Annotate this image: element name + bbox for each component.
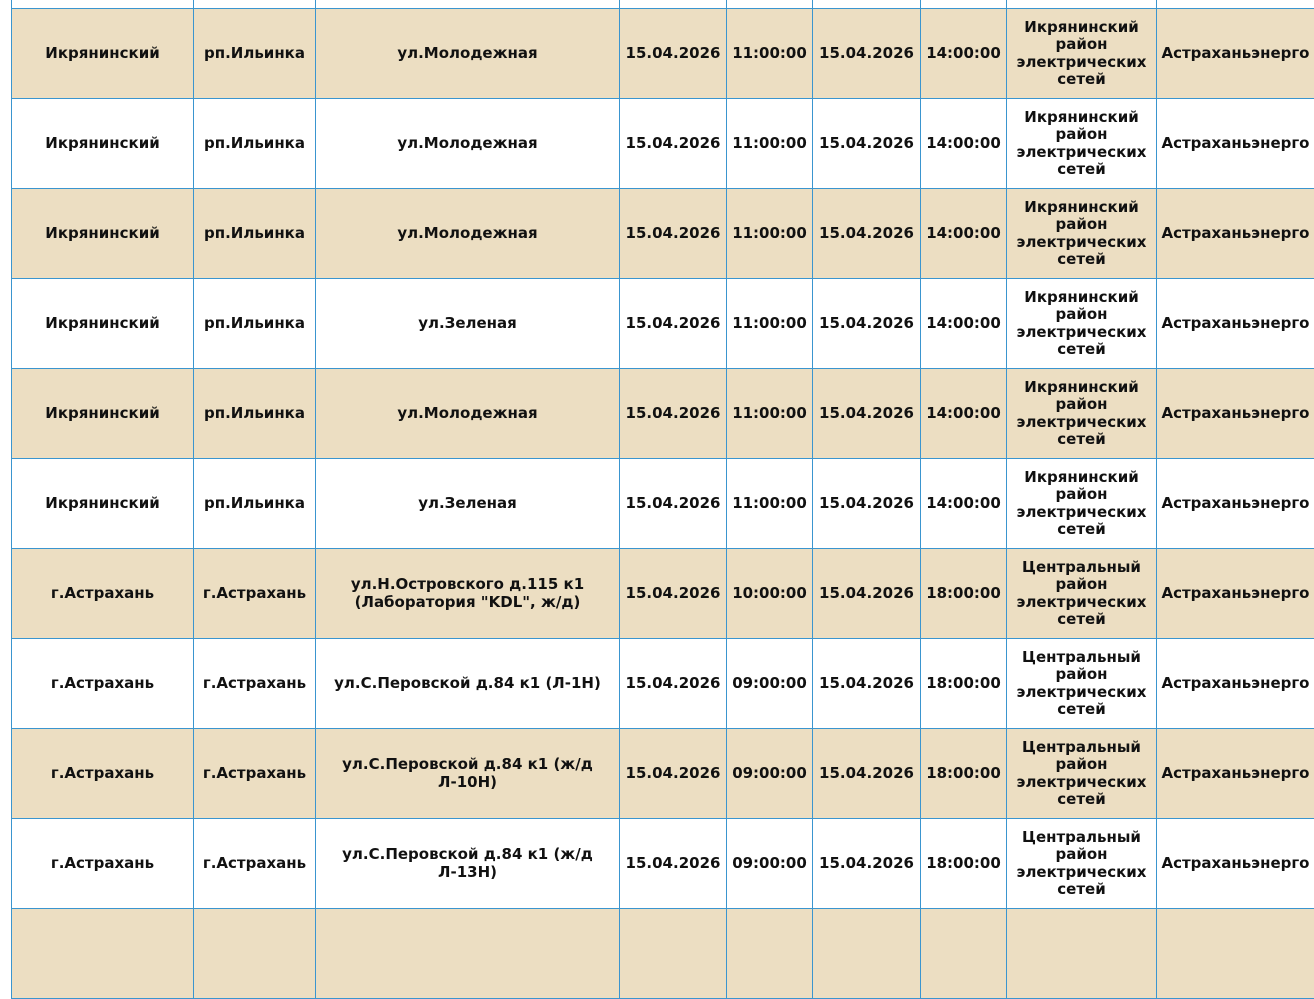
table-row [12, 279, 1314, 369]
cell-settlement: рп.Ильинка [194, 189, 316, 279]
cell-settlement: г.Астрахань [194, 549, 316, 639]
cell-district [12, 909, 194, 999]
cell-start-time: 09:00:00 [727, 729, 813, 819]
cell-network-district: Икрянинский район электрических сетей [1007, 459, 1157, 549]
cell-settlement: г.Астрахань [194, 729, 316, 819]
cell-network-district: Икрянинский район электрических сетей [1007, 99, 1157, 189]
cell-network-district: Икрянинский район электрических сетей [1007, 9, 1157, 99]
cell-district: г.Астрахань [12, 819, 194, 909]
cell-settlement: г.Астрахань [194, 639, 316, 729]
cell-end-date [813, 909, 921, 999]
cell-settlement: рп.Ильинка [194, 369, 316, 459]
cell-district: г.Астрахань [12, 729, 194, 819]
outage-table-body [12, 0, 1314, 999]
cell-start-time: 11:00:00 [727, 9, 813, 99]
cell-organization: Астраханьэнерго [1157, 189, 1314, 279]
cell-end-time: 14:00:00 [921, 279, 1007, 369]
cell-start-date: 15.04.2026 [620, 819, 727, 909]
cell-district: Икрянинский [12, 189, 194, 279]
cell-start-date: 15.04.2026 [620, 279, 727, 369]
cell-end-date: 15.04.2026 [813, 819, 921, 909]
cell-start-time: 10:00:00 [727, 549, 813, 639]
cell-start-time: 09:00:00 [727, 819, 813, 909]
table-row [12, 459, 1314, 549]
cell-address: ул.С.Перовской д.84 к1 (Л-1Н) [316, 639, 620, 729]
cell-end-time [921, 0, 1007, 9]
cell-organization: Астраханьэнерго [1157, 459, 1314, 549]
cell-organization [1157, 909, 1314, 999]
cell-start-date: 15.04.2026 [620, 369, 727, 459]
table-row [12, 189, 1314, 279]
cell-district: г.Астрахань [12, 549, 194, 639]
cell-network-district [1007, 0, 1157, 9]
cell-organization: Астраханьэнерго [1157, 729, 1314, 819]
table-row [12, 549, 1314, 639]
cell-network-district: Центральный район электрических сетей [1007, 819, 1157, 909]
cell-organization: Астраханьэнерго [1157, 369, 1314, 459]
cell-address: ул.С.Перовской д.84 к1 (ж/д Л-10Н) [316, 729, 620, 819]
cell-end-date: 15.04.2026 [813, 9, 921, 99]
cell-address: ул.Зеленая [316, 459, 620, 549]
cell-settlement: рп.Ильинка [194, 279, 316, 369]
cell-end-date: 15.04.2026 [813, 279, 921, 369]
cell-end-time: 18:00:00 [921, 639, 1007, 729]
cell-organization: Астраханьэнерго [1157, 99, 1314, 189]
cell-address: ул.Зеленая [316, 279, 620, 369]
cell-start-time: 11:00:00 [727, 279, 813, 369]
cell-address: ул.Молодежная [316, 369, 620, 459]
cell-start-date: 15.04.2026 [620, 639, 727, 729]
cell-end-date: 15.04.2026 [813, 99, 921, 189]
cell-address: ул.Н.Островского д.115 к1 (Лаборатория "KDL", ж/д) [316, 549, 620, 639]
outage-table-container [11, 0, 1314, 999]
cell-start-date [620, 909, 727, 999]
cell-address [316, 0, 620, 9]
cell-start-time [727, 909, 813, 999]
cell-network-district: Икрянинский район электрических сетей [1007, 189, 1157, 279]
cell-start-date: 15.04.2026 [620, 459, 727, 549]
cell-address: ул.Молодежная [316, 189, 620, 279]
cell-organization: Астраханьэнерго [1157, 9, 1314, 99]
cell-end-date: 15.04.2026 [813, 639, 921, 729]
cell-start-time: 09:00:00 [727, 639, 813, 729]
cell-end-time: 14:00:00 [921, 189, 1007, 279]
cell-end-time: 14:00:00 [921, 99, 1007, 189]
cell-start-date: 15.04.2026 [620, 99, 727, 189]
cell-start-date [620, 0, 727, 9]
cell-end-date: 15.04.2026 [813, 369, 921, 459]
cell-district: г.Астрахань [12, 639, 194, 729]
cell-network-district: Центральный район электрических сетей [1007, 729, 1157, 819]
cell-start-time: 11:00:00 [727, 189, 813, 279]
cell-district: Икрянинский [12, 369, 194, 459]
cell-settlement: рп.Ильинка [194, 459, 316, 549]
cell-organization: Астраханьэнерго [1157, 639, 1314, 729]
cell-district: Икрянинский [12, 279, 194, 369]
table-row [12, 819, 1314, 909]
cell-start-time [727, 0, 813, 9]
cell-address: ул.Молодежная [316, 99, 620, 189]
cell-settlement [194, 0, 316, 9]
cell-district [12, 0, 194, 9]
cell-network-district: Икрянинский район электрических сетей [1007, 369, 1157, 459]
cell-start-time: 11:00:00 [727, 99, 813, 189]
cell-settlement: г.Астрахань [194, 819, 316, 909]
table-row [12, 369, 1314, 459]
cell-settlement: рп.Ильинка [194, 9, 316, 99]
cell-start-date: 15.04.2026 [620, 729, 727, 819]
cell-organization: Астраханьэнерго [1157, 279, 1314, 369]
cell-organization: Астраханьэнерго [1157, 819, 1314, 909]
cell-end-date: 15.04.2026 [813, 549, 921, 639]
cell-end-time: 14:00:00 [921, 9, 1007, 99]
table-row [12, 9, 1314, 99]
cell-district: Икрянинский [12, 99, 194, 189]
cell-network-district: Икрянинский район электрических сетей [1007, 279, 1157, 369]
cell-end-date: 15.04.2026 [813, 729, 921, 819]
cell-organization [1157, 0, 1314, 9]
cell-network-district [1007, 909, 1157, 999]
table-row [12, 909, 1314, 999]
cell-address [316, 909, 620, 999]
cell-start-date: 15.04.2026 [620, 189, 727, 279]
cell-settlement [194, 909, 316, 999]
cell-end-time: 18:00:00 [921, 819, 1007, 909]
cell-end-time: 14:00:00 [921, 459, 1007, 549]
cell-organization: Астраханьэнерго [1157, 549, 1314, 639]
table-row [12, 729, 1314, 819]
cell-start-time: 11:00:00 [727, 369, 813, 459]
cell-settlement: рп.Ильинка [194, 99, 316, 189]
cell-address: ул.Молодежная [316, 9, 620, 99]
cell-district: Икрянинский [12, 9, 194, 99]
cell-end-date [813, 0, 921, 9]
cell-end-date: 15.04.2026 [813, 459, 921, 549]
cell-end-time: 14:00:00 [921, 369, 1007, 459]
cell-address: ул.С.Перовской д.84 к1 (ж/д Л-13Н) [316, 819, 620, 909]
cell-end-time: 18:00:00 [921, 729, 1007, 819]
cell-start-date: 15.04.2026 [620, 9, 727, 99]
cell-start-date: 15.04.2026 [620, 549, 727, 639]
table-row [12, 639, 1314, 729]
cell-network-district: Центральный район электрических сетей [1007, 639, 1157, 729]
cell-end-time [921, 909, 1007, 999]
cell-end-time: 18:00:00 [921, 549, 1007, 639]
cell-start-time: 11:00:00 [727, 459, 813, 549]
table-row [12, 0, 1314, 9]
cell-end-date: 15.04.2026 [813, 189, 921, 279]
cell-network-district: Центральный район электрических сетей [1007, 549, 1157, 639]
outage-table [11, 0, 1314, 999]
table-row [12, 99, 1314, 189]
cell-district: Икрянинский [12, 459, 194, 549]
